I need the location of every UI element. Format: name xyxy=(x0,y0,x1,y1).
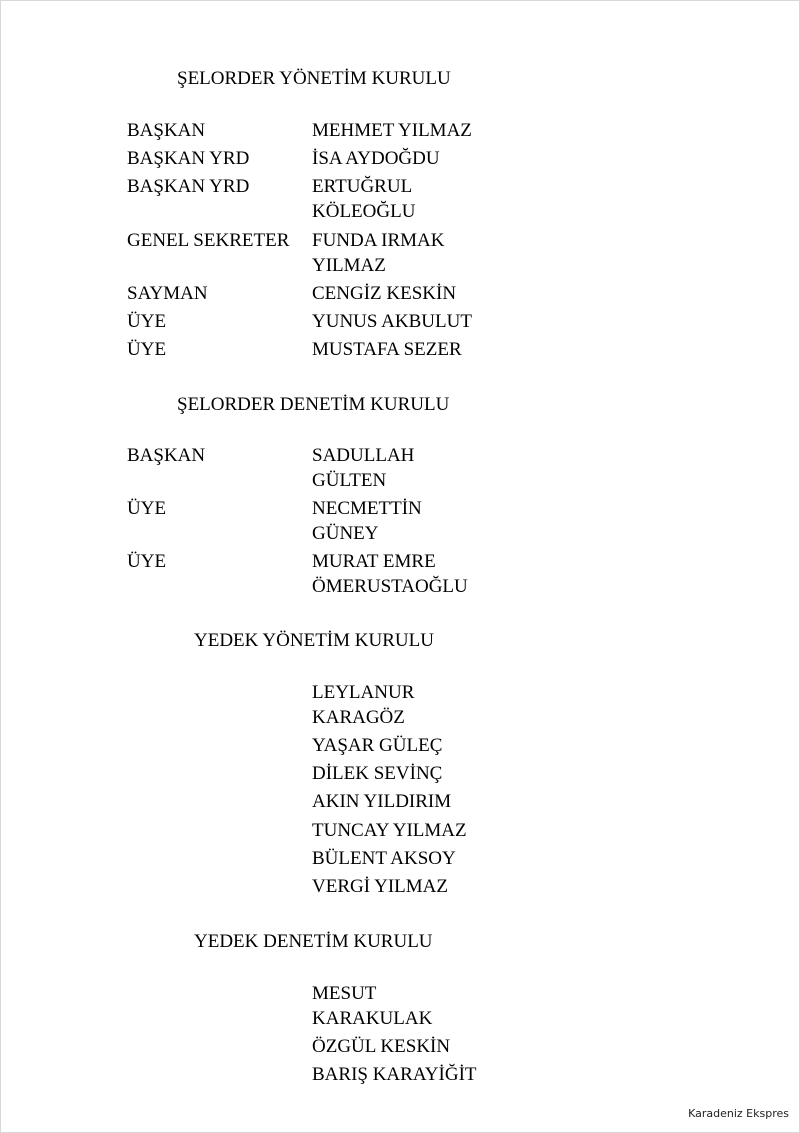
member-name-line2: KÖLEOĞLU xyxy=(312,201,416,222)
role-label: GENEL SEKRETER xyxy=(127,230,290,251)
role-label: BAŞKAN YRD xyxy=(127,176,250,197)
role-label: ÜYE xyxy=(127,339,167,360)
member-name: LEYLANUR xyxy=(312,682,415,703)
section-title-yedek-yonetim: YEDEK YÖNETİM KURULU xyxy=(194,630,434,651)
role-label: ÜYE xyxy=(127,311,167,332)
member-name: YAŞAR GÜLEÇ xyxy=(312,735,443,756)
member-name: YUNUS AKBULUT xyxy=(312,311,472,332)
member-name: İSA AYDOĞDU xyxy=(312,148,440,169)
member-name: TUNCAY YILMAZ xyxy=(312,820,467,841)
member-name-line2: GÜLTEN xyxy=(312,470,387,491)
member-name: FUNDA IRMAK xyxy=(312,230,445,251)
member-name: ÖZGÜL KESKİN xyxy=(312,1036,451,1057)
member-name: MESUT xyxy=(312,983,377,1004)
member-name: VERGİ YILMAZ xyxy=(312,876,448,897)
member-name: MURAT EMRE xyxy=(312,551,436,572)
section-title-yonetim: ŞELORDER YÖNETİM KURULU xyxy=(177,68,451,89)
member-name: SADULLAH xyxy=(312,445,415,466)
member-name: BARIŞ KARAYİĞİT xyxy=(312,1064,477,1085)
member-name: MEHMET YILMAZ xyxy=(312,120,472,141)
role-label: BAŞKAN xyxy=(127,445,206,466)
role-label: SAYMAN xyxy=(127,283,208,304)
section-title-denetim: ŞELORDER DENETİM KURULU xyxy=(177,394,450,415)
role-label: BAŞKAN xyxy=(127,120,206,141)
member-name: MUSTAFA SEZER xyxy=(312,339,462,360)
member-name: ERTUĞRUL xyxy=(312,176,413,197)
member-name: CENGİZ KESKİN xyxy=(312,283,457,304)
member-name: BÜLENT AKSOY xyxy=(312,848,456,869)
member-name-line2: KARAGÖZ xyxy=(312,707,405,728)
member-name: DİLEK SEVİNÇ xyxy=(312,763,443,784)
role-label: ÜYE xyxy=(127,551,167,572)
member-name-line2: GÜNEY xyxy=(312,523,379,544)
member-name-line2: YILMAZ xyxy=(312,255,386,276)
member-name-line2: KARAKULAK xyxy=(312,1008,433,1029)
member-name: AKIN YILDIRIM xyxy=(312,791,452,812)
section-title-yedek-denetim: YEDEK DENETİM KURULU xyxy=(194,931,433,952)
role-label: BAŞKAN YRD xyxy=(127,148,250,169)
watermark-text: Karadeniz Ekspres xyxy=(688,1107,789,1120)
member-name-line2: ÖMERUSTAOĞLU xyxy=(312,576,468,597)
role-label: ÜYE xyxy=(127,498,167,519)
member-name: NECMETTİN xyxy=(312,498,422,519)
